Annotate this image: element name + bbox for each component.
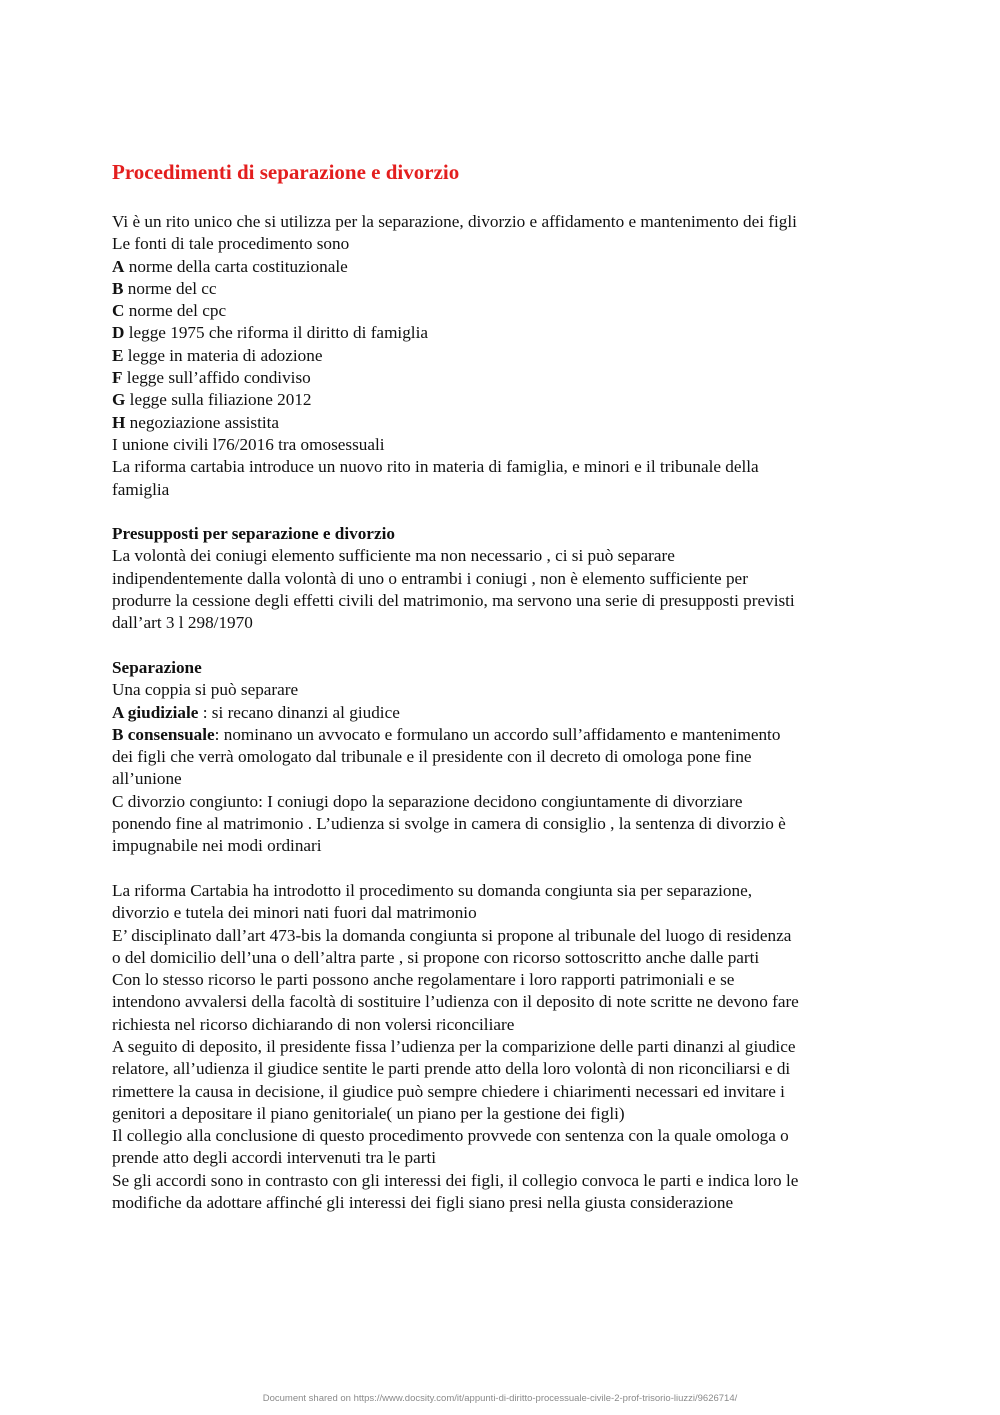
source-text: norme del cpc xyxy=(124,301,227,321)
presupposti-heading: Presupposti per separazione e divorzio xyxy=(112,524,395,544)
intro-line: Vi è un rito unico che si utilizza per la separazione, divorzio e affidamento e mantenimento dei figli xyxy=(112,212,797,231)
source-item: I unione civili l76/2016 tra omosessuali xyxy=(112,434,385,454)
source-item xyxy=(112,345,902,367)
document-title: Procedimenti di separazione e divorzio xyxy=(112,160,460,184)
source-letter: H xyxy=(112,412,126,432)
source-letter: F xyxy=(112,368,123,388)
cartabia-line: Se gli accordi sono in contrasto con gli interessi dei figli, il collegio convoca le parti e indica loro le xyxy=(112,1170,799,1190)
item-text: : nominano un avvocato e formulano un accordo sull’affidamento e mantenimento xyxy=(214,724,781,744)
separazione-item-a xyxy=(112,702,902,724)
source-item xyxy=(112,389,902,411)
item-text: : si recano dinanzi al giudice xyxy=(198,702,400,722)
separazione-heading: Separazione xyxy=(112,657,202,677)
separazione-line: ponendo fine al matrimonio . L’udienza si svolge in camera di consiglio , la sentenza di divorzio è xyxy=(112,814,786,834)
cartabia-line: Il collegio alla conclusione di questo procedimento provvede con sentenza con la quale omologa o xyxy=(112,1126,789,1146)
intro-line: Le fonti di tale procedimento sono xyxy=(112,234,350,254)
separazione-line: dei figli che verrà omologato dal tribunale e il presidente con il decreto di omologa pone fine xyxy=(112,747,752,767)
item-label: B consensuale xyxy=(112,724,215,744)
paragraph-gap xyxy=(112,635,902,657)
cartabia-line: rimettere la causa in decisione, il giudice può sempre chiedere i chiarimenti necessari ed invitare i xyxy=(112,1081,785,1101)
separazione-line: impugnabile nei modi ordinari xyxy=(112,836,322,856)
cartabia-line: relatore, all’udienza il giudice sentite le parti prende atto della loro volontà di non riconciliarsi e di xyxy=(112,1059,791,1079)
cartabia-line: modifiche da adottare affinché gli interessi dei figli siano presi nella giusta considerazione xyxy=(112,1193,734,1213)
presupposti-line: produrre la cessione degli effetti civili del matrimonio, ma servono una serie di presupposti previsti xyxy=(112,591,795,611)
source-item xyxy=(112,300,902,322)
separazione-item-b xyxy=(112,724,902,746)
cartabia-line: La riforma Cartabia ha introdotto il procedimento su domanda congiunta sia per separazione, xyxy=(112,880,753,900)
source-item xyxy=(112,412,902,434)
source-item xyxy=(112,367,902,389)
source-letter: D xyxy=(112,323,125,343)
source-text: legge sulla filiazione 2012 xyxy=(125,390,312,410)
separazione-line: Una coppia si può separare xyxy=(112,680,299,700)
cartabia-line: intendono avvalersi della facoltà di sostituire l’udienza con il deposito di note scritte ne devono fare xyxy=(112,992,799,1012)
cartabia-line: E’ disciplinato dall’art 473-bis la domanda congiunta si propone al tribunale del luogo di residenza xyxy=(112,925,792,945)
riforma-line: famiglia xyxy=(112,479,170,499)
source-text: legge sull’affido condiviso xyxy=(122,368,311,388)
source-text: legge 1975 che riforma il diritto di famiglia xyxy=(124,323,428,343)
cartabia-line: A seguito di deposito, il presidente fissa l’udienza per la comparizione delle parti dinanzi al giudice xyxy=(112,1036,796,1056)
source-letter: B xyxy=(112,278,124,298)
presupposti-line: dall’art 3 l 298/1970 xyxy=(112,613,253,633)
source-item xyxy=(112,256,902,278)
cartabia-line: divorzio e tutela dei minori nati fuori dal matrimonio xyxy=(112,903,477,923)
source-item xyxy=(112,322,902,344)
separazione-line: all’unione xyxy=(112,769,182,789)
source-text: norme della carta costituzionale xyxy=(124,256,348,276)
docsity-footer-link[interactable]: Document shared on https://www.docsity.com/it/appunti-di-diritto-processuale-civile-2-prof-trisorio-liuzzi/9626714/ xyxy=(262,1393,738,1404)
cartabia-line: prende atto degli accordi intervenuti tra le parti xyxy=(112,1148,437,1168)
source-letter: G xyxy=(112,390,126,410)
source-item xyxy=(112,278,902,300)
source-text: norme del cc xyxy=(123,278,217,298)
cartabia-line: o del domicilio dell’una o dell’altra parte , si propone con ricorso sottoscritto anche dalle parti xyxy=(112,947,760,967)
presupposti-line: La volontà dei coniugi elemento sufficiente ma non necessario , ci si può separare xyxy=(112,546,675,566)
riforma-line: La riforma cartabia introduce un nuovo rito in materia di famiglia, e minori e il tribunale della xyxy=(112,457,759,477)
item-label: A giudiziale xyxy=(112,702,199,722)
presupposti-line: indipendentemente dalla volontà di uno o entrambi i coniugi , non è elemento sufficiente per xyxy=(112,568,748,588)
cartabia-line: genitori a depositare il piano genitoriale( un piano per la gestione dei figli) xyxy=(112,1103,625,1123)
source-letter: A xyxy=(112,256,125,276)
source-letter: C xyxy=(112,301,125,321)
source-text: legge in materia di adozione xyxy=(123,345,323,365)
document-body xyxy=(112,211,902,1214)
paragraph-gap xyxy=(112,501,902,523)
paragraph-gap xyxy=(112,858,902,880)
source-text: negoziazione assistita xyxy=(125,412,280,432)
separazione-item-c: C divorzio congiunto: I coniugi dopo la separazione decidono congiuntamente di divorziare xyxy=(112,791,743,811)
cartabia-line: richiesta nel ricorso dichiarando di non volersi riconciliare xyxy=(112,1014,515,1034)
source-letter: E xyxy=(112,345,124,365)
cartabia-line: Con lo stesso ricorso le parti possono anche regolamentare i loro rapporti patrimoniali e se xyxy=(112,970,735,990)
